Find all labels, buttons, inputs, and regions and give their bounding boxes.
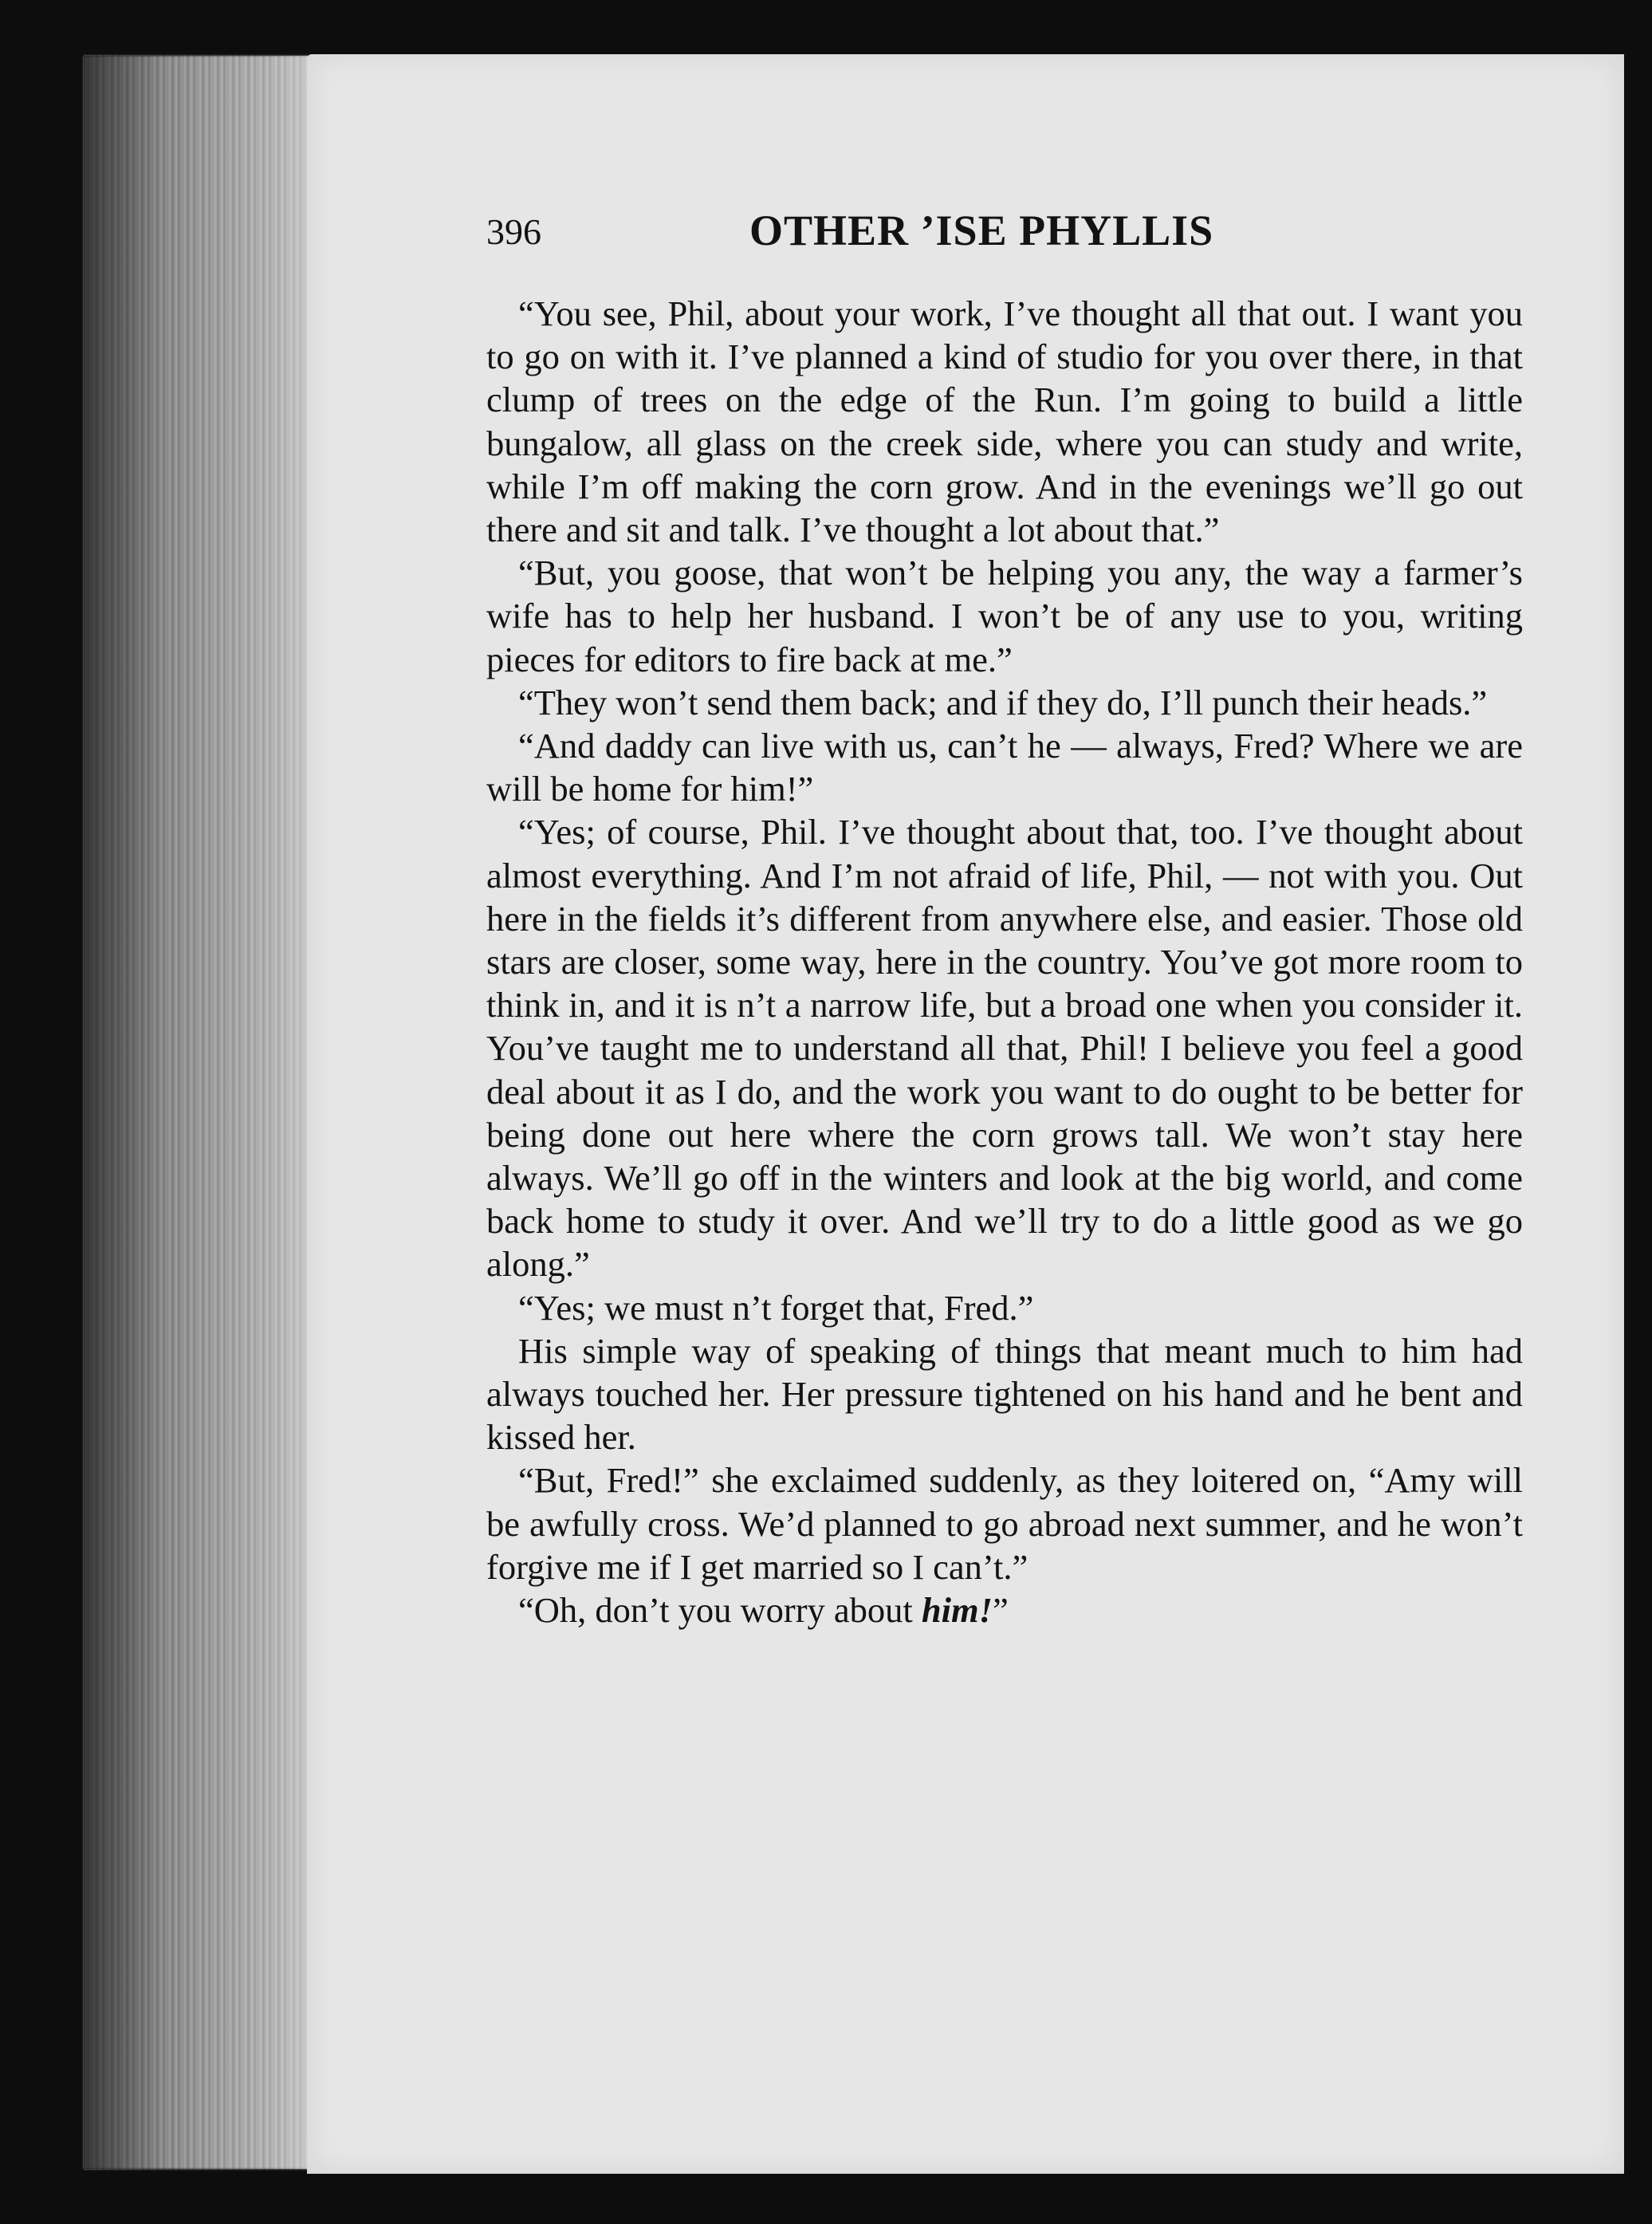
page-header	[486, 206, 1523, 270]
paragraph: “But, you goose, that won’t be helping you any, the way a farmer’s wife has to help her husband. I won’t be of any use to you, writing pieces for editors to fire back at me.”	[486, 553, 1523, 679]
paragraph: “But, Fred!” she exclaimed suddenly, as they loitered on, “Amy will be awfully cross. We’d planned to go abroad next summer, and he won’t forgive me if I get married so I can’t.”	[486, 1460, 1523, 1587]
paragraph: “Yes; of course, Phil. I’ve thought about that, too. I’ve thought about almost everything. And I’m not afraid of life, Phil, — not with you. Out here in the fields it’s different from anywhere else, and easier. Those old stars are closer, some way, here in the country. You’ve got more room to think in, and it is n’t a narrow life, but a broad one when you consider it. You’ve taught me to understand all that, Phil! I believe you feel a good deal about it as I do, and the work you want to do ought to be better for being done out here where the corn grows tall. We won’t stay here always. We’ll go off in the winters and look at the big world, and come back home to study it over. And we’ll try to do a little good as we go along.”	[486, 812, 1523, 1285]
emphasized-word: him!	[921, 1590, 993, 1631]
closing-quote: ”	[992, 1590, 1009, 1631]
body-text	[486, 292, 1523, 1632]
running-head: OTHER ’ISE PHYLLIS	[749, 207, 1214, 254]
last-paragraph	[486, 1588, 1523, 1632]
page-number: 396	[486, 211, 541, 252]
paragraph: “And daddy can live with us, can’t he — always, Fred? Where we are will be home for him!”	[486, 726, 1523, 809]
paragraph: “They won’t send them back; and if they do, I’ll punch their heads.”	[518, 682, 1488, 722]
page-edge-shadow	[84, 56, 315, 2169]
page-content	[486, 206, 1523, 1632]
book-page	[307, 54, 1624, 2174]
paragraph: “You see, Phil, about your work, I’ve thought all that out. I want you to go on with it. I’ve planned a kind of studio for you over there, in that clump of trees on the edge of the Run. I’m going to build a little bungalow, all glass on the creek side, where you can study and write, while I’m off making the corn grow. And in the evenings we’ll go out there and sit and talk. I’ve thought a lot about that.”	[486, 293, 1523, 550]
paragraph: His simple way of speaking of things that meant much to him had always touched her. Her pressure tightened on his hand and he bent and kissed her.	[486, 1330, 1523, 1458]
paragraph: “Yes; we must n’t forget that, Fred.”	[518, 1287, 1034, 1328]
last-paragraph-text: “Oh, don’t you worry about	[518, 1590, 922, 1631]
